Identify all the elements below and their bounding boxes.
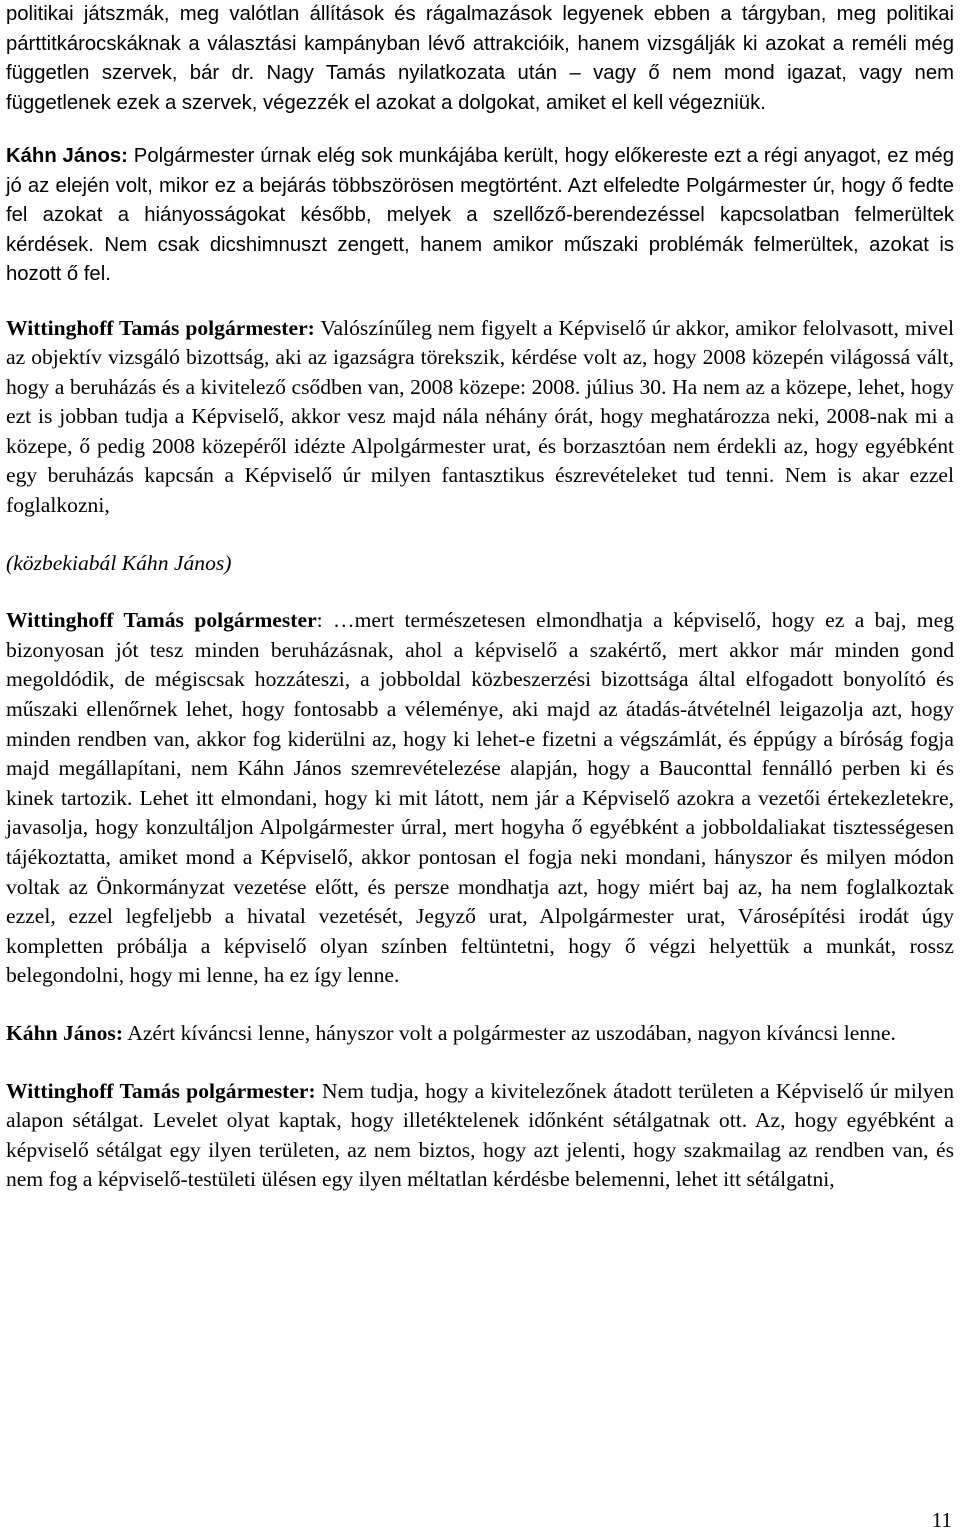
paragraph-wittinghoff-2 (6, 606, 954, 991)
interjection-note: (közbekiabál Káhn János) (6, 550, 232, 575)
paragraph-kahn-2 (6, 1019, 954, 1049)
paragraph-text: Polgármester úrnak elég sok munkájába került, hogy előkereste ezt a régi anyagot, ez még jó az elején volt, mikor ez a bejárás többszörösen megtörtént. Azt elfeledte Polgármester úr, hogy ő fedte fel azokat a hiányosságokat később, melyek a szellőző-berendezéssel kapcsolatban felmerültek kérdések. Nem csak dicshimnuszt zengett, hanem amikor műszaki problémák felmerültek, azokat is hozott ő fel. (6, 145, 954, 285)
speaker-name: Wittinghoff Tamás polgármester (6, 608, 317, 633)
paragraph-intro (6, 0, 954, 118)
paragraph-text: Valószínűleg nem figyelt a Képviselő úr akkor, amikor felolvasott, mivel az objektív vizsgáló bizottság, aki az igazságra törekszik, kérdése volt az, hogy 2008 közepén világossá vált, hogy a beruházás és a kivitelező csődben van, 2008 közepe: 2008. július 30. Ha nem az a közepe, lehet, hogy ezt is jobban tudja a Képviselő, akkor vesz majd nála néhány órát, hogy meghatározza neki, 2008-nak mi a közepe, ő pedig 2008 közepéről idézte Alpolgármester urat, és borzasztóan nem érdekli az, hogy egyébként egy beruházás kapcsán a Képviselő úr milyen fantasztikus észrevételeket tud tenni. Nem is akar ezzel foglalkozni, (6, 315, 954, 518)
speaker-name: Wittinghoff Tamás polgármester: (6, 1078, 316, 1103)
speaker-name: Káhn János: (6, 1020, 124, 1045)
paragraph-wittinghoff-1 (6, 314, 954, 521)
document-page (6, 0, 954, 1195)
page-number: 11 (931, 1508, 952, 1532)
paragraph-interjection (6, 549, 954, 579)
paragraph-kahn-1 (6, 142, 954, 290)
paragraph-text: politikai játszmák, meg valótlan állítások és rágalmazások legyenek ebben a tárgyban, meg politikai párttitkárocskáknak a választási kampányban lévő attrakcióik, hanem vizsgálják ki azokat a reméli még független szervek, bár dr. Nagy Tamás nyilatkozata után – vagy ő nem mond igazat, vagy nem függetlenek ezek a szervek, végezzék el azokat a dolgokat, amiket el kell végezniük. (6, 3, 954, 114)
paragraph-text: Nem tudja, hogy a kivitelezőnek átadott területen a Képviselő úr milyen alapon sétálgat. Levelet olyat kaptak, hogy illetéktelenek időnként sétálgatnak ott. Az, hogy egyébként a képviselő sétálgat egy ilyen területen, az nem biztos, hogy azt jelenti, hogy szakmailag az rendben van, és nem fog a képviselő-testületi ülésen egy ilyen méltatlan kérdésbe belemenni, lehet itt sétálgatni, (6, 1078, 954, 1192)
paragraph-wittinghoff-3 (6, 1077, 954, 1195)
paragraph-text: : …mert természetesen elmondhatja a képviselő, hogy ez a baj, meg bizonyosan jót tesz minden beruházásnak, ahol a képviselő a szakértő, mert akkor már minden gond megoldódik, de mégiscsak hozzáteszi, a jobboldal közbeszerzési bizottsága által elfogadott bonyolító és műszaki ellenőrnek lehet, hogy fontosabb a véleménye, aki majd az átadás-átvételnél leigazolja azt, hogy minden rendben van, akkor fog kiderülni az, hogy ki lehet-e fizetni a végszámlát, és éppúgy a bíróság fogja majd megállapítani, nem Káhn János szemrevételezése alapján, hogy a Bauconttal fennálló perben ki és kinek tartozik. Lehet itt elmondani, hogy ki mit látott, nem jár a Képviselő azokra a vezetői értekezletekre, javasolja, hogy konzultáljon Alpolgármester úrral, mert hogyha ő egyébként a jobboldaliakat tisztességesen tájékoztatta, amiket mond a Képviselő, akkor pontosan el fogja neki mondani, hányszor és milyen módon voltak az Önkormányzat vezetése előtt, és persze mondhatja azt, hogy miért baj az, ha nem foglalkoztak ezzel, ezzel legfeljebb a hivatal vezetését, Jegyző urat, Alpolgármester urat, Városépítési irodát úgy kompletten próbálja a képviselő olyan színben feltüntetni, hogy ő végzi helyettük a munkát, rossz belegondolni, hogy mi lenne, ha ez így lenne. (6, 608, 954, 988)
speaker-name: Káhn János: (6, 145, 128, 167)
speaker-name: Wittinghoff Tamás polgármester: (6, 315, 315, 340)
paragraph-text: Azért kíváncsi lenne, hányszor volt a polgármester az uszodában, nagyon kíváncsi lenne. (127, 1020, 896, 1045)
